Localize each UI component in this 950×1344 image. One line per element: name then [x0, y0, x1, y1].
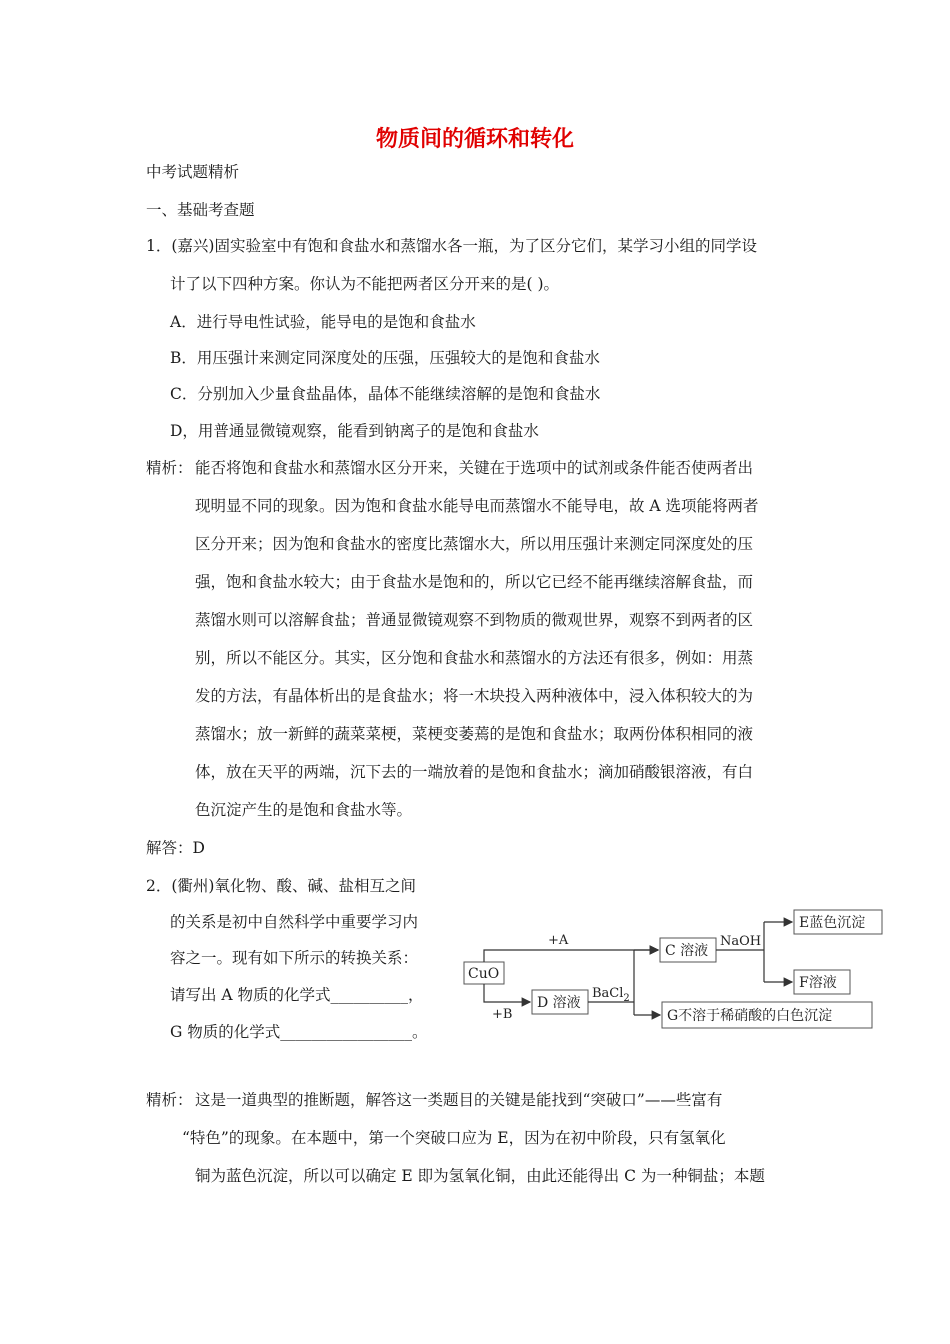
f-solution-label: F溶液 — [799, 975, 837, 991]
reaction-diagram — [462, 900, 892, 1040]
q1-option-b: B．用压强计来测定同深度处的压强，压强较大的是饱和食盐水 — [170, 349, 600, 367]
q1-analysis-line: 体，放在天平的两端，沉下去的一端放着的是饱和食盐水；滴加硝酸银溶液，有白 — [195, 763, 754, 781]
q2-stem-line2: 的关系是初中自然科学中重要学习内 — [170, 913, 419, 931]
subsection-heading: 一、基础考查题 — [146, 201, 255, 219]
q1-analysis-line: 发的方法，有晶体析出的是食盐水；将一木块投入两种液体中，浸入体积较大的为 — [195, 687, 754, 705]
q1-stem-line2: 计了以下四种方案。你认为不能把两者区分开来的是( )。 — [170, 275, 560, 293]
bacl2-label: BaCl$_2$ — [592, 986, 630, 1004]
d-solution-label: D 溶液 — [537, 995, 581, 1011]
q1-analysis-line: 色沉淀产生的是饱和食盐水等。 — [195, 801, 413, 819]
e-precipitate-label: E蓝色沉淀 — [799, 915, 866, 931]
g-precipitate-label: G不溶于稀硝酸的白色沉淀 — [667, 1008, 833, 1024]
plus-a-label: +A — [548, 933, 569, 948]
q1-option-a: A．进行导电性试验，能导电的是饱和食盐水 — [170, 313, 476, 331]
q1-analysis-line: 能否将饱和食盐水和蒸馏水区分开来，关键在于选项中的试剂或条件能否使两者出 — [195, 459, 754, 477]
cuo-label: CuO — [468, 966, 500, 982]
plus-b-label: +B — [492, 1007, 513, 1022]
q1-stem-line1: 1．(嘉兴)固实验室中有饱和食盐水和蒸馏水各一瓶，为了区分它们，某学习小组的同学设 — [146, 237, 757, 255]
section-heading: 中考试题精析 — [146, 163, 240, 181]
q1-analysis-line: 蒸馏水则可以溶解食盐；普通显微镜观察不到物质的微观世界，观察不到两者的区 — [195, 611, 754, 629]
c-solution-label: C 溶液 — [665, 943, 709, 959]
page-title: 物质间的循环和转化 — [375, 127, 574, 152]
q2-analysis-label: 精析： — [146, 1091, 193, 1109]
q1-analysis-line: 强，饱和食盐水较大；由于食盐水是饱和的，所以它已经不能再继续溶解食盐，而 — [195, 573, 754, 591]
q2-stem-line4: 请写出 A 物质的化学式__________， — [170, 986, 424, 1004]
naoh-label: NaOH — [720, 934, 762, 949]
q1-analysis-line: 区分开来；因为饱和食盐水的密度比蒸馏水大，所以用压强计来测定同深度处的压 — [195, 535, 754, 553]
q1-option-d: D，用普通显微镜观察，能看到钠离子的是饱和食盐水 — [170, 422, 539, 440]
q2-stem-line1: 2．(衢州)氧化物、酸、碱、盐相互之间 — [146, 877, 416, 895]
q1-analysis-line: 现明显不同的现象。因为饱和食盐水能导电而蒸馏水不能导电，故 A 选项能将两者 — [195, 497, 759, 515]
q2-analysis-line: 这是一道典型的推断题，解答这一类题目的关键是能找到“突破口”——些富有 — [195, 1091, 723, 1109]
q1-analysis-line: 别，所以不能区分。其实，区分饱和食盐水和蒸馏水的方法还有很多，例如：用蒸 — [195, 649, 754, 667]
q2-analysis-line: 铜为蓝色沉淀，所以可以确定 E 即为氢氧化铜，由此还能得出 C 为一种铜盐；本题 — [195, 1167, 765, 1185]
q1-option-c: C．分别加入少量食盐晶体，晶体不能继续溶解的是饱和食盐水 — [170, 385, 601, 403]
q1-analysis-label: 精析： — [146, 459, 193, 477]
q1-answer: 解答：D — [146, 839, 205, 857]
q2-stem-line5: G 物质的化学式_________________。 — [170, 1023, 428, 1041]
q1-analysis-line: 蒸馏水；放一新鲜的蔬菜菜梗，菜梗变萎蔫的是饱和食盐水；取两份体积相同的液 — [195, 725, 754, 743]
q2-stem-line3: 容之一。现有如下所示的转换关系： — [170, 949, 419, 967]
q2-analysis-line: “特色”的现象。在本题中，第一个突破口应为 E，因为在初中阶段，只有氢氧化 — [182, 1129, 726, 1147]
